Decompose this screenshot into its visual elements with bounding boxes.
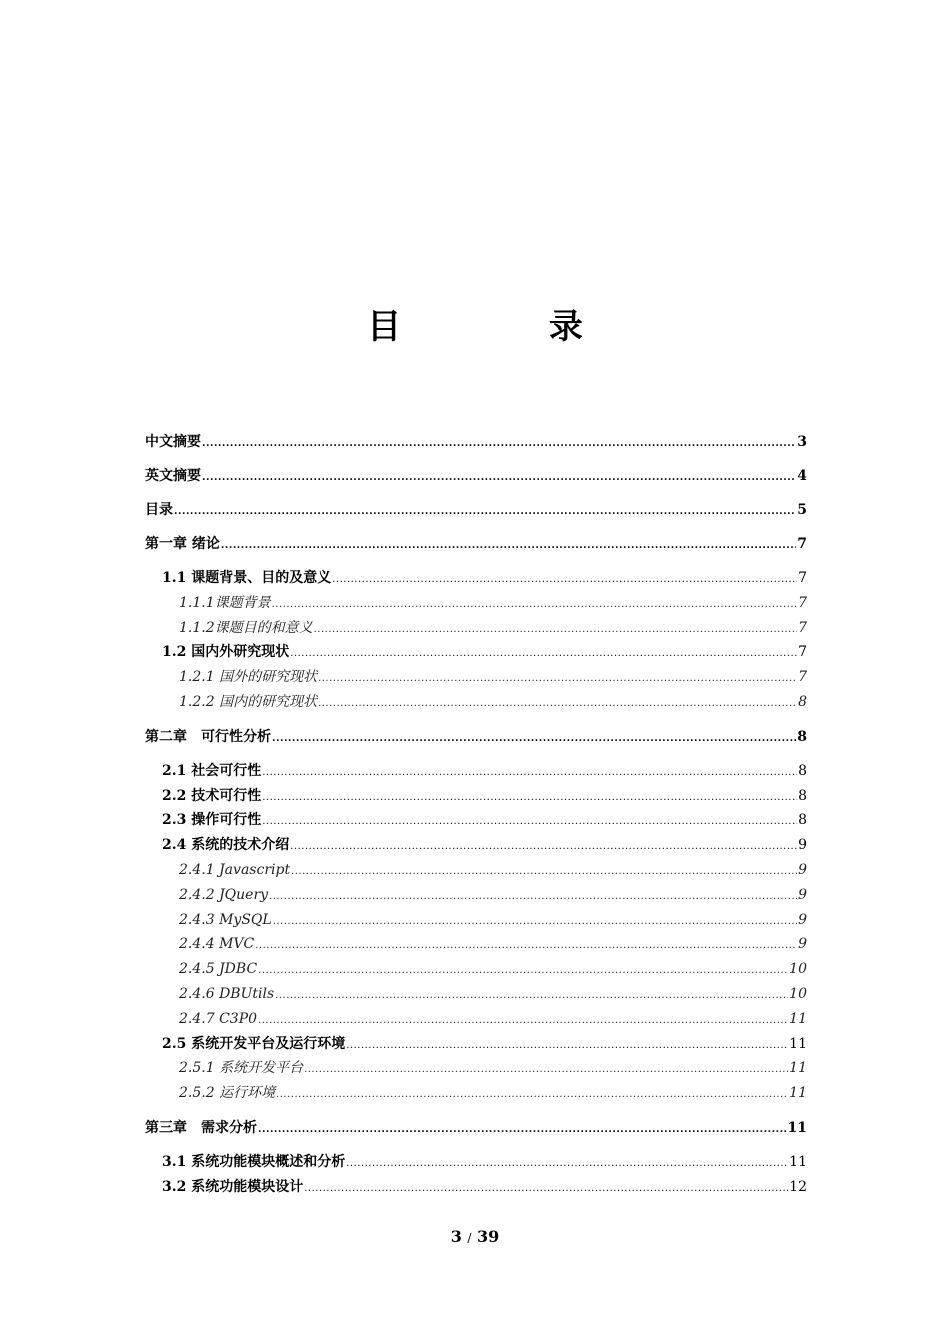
toc-entry[interactable] bbox=[145, 957, 807, 982]
toc-entry[interactable] bbox=[145, 464, 807, 488]
toc-leader-dots bbox=[290, 642, 797, 667]
toc-entry[interactable] bbox=[145, 1081, 807, 1106]
toc-entry[interactable] bbox=[145, 616, 807, 641]
toc-entry[interactable] bbox=[145, 1150, 807, 1175]
toc-leader-dots bbox=[273, 910, 797, 935]
toc-entry[interactable] bbox=[145, 591, 807, 616]
toc-entry[interactable] bbox=[145, 784, 807, 809]
toc-entry-page: 9 bbox=[798, 911, 807, 928]
toc-entry-page: 11 bbox=[789, 1010, 807, 1027]
toc-leader-dots bbox=[262, 761, 797, 786]
toc-entry-title: 中文摘要 bbox=[145, 434, 201, 450]
toc-entry-title: 2.4.2 JQuery bbox=[179, 886, 269, 903]
toc-entry-page: 7 bbox=[798, 619, 807, 636]
page-separator: / bbox=[467, 1231, 472, 1245]
toc-entry-page: 8 bbox=[798, 693, 807, 710]
toc-entry[interactable] bbox=[145, 808, 807, 833]
toc-entry-page: 7 bbox=[798, 669, 807, 686]
toc-entry[interactable] bbox=[145, 665, 807, 690]
table-of-contents bbox=[145, 430, 807, 1200]
toc-leader-dots bbox=[304, 1058, 788, 1083]
toc-entry[interactable] bbox=[145, 858, 807, 883]
toc-entry[interactable] bbox=[145, 908, 807, 933]
current-page: 3 bbox=[450, 1227, 462, 1246]
toc-entry[interactable] bbox=[145, 1032, 807, 1057]
page-number bbox=[0, 1227, 950, 1246]
toc-entry-page: 8 bbox=[797, 728, 807, 745]
toc-entry-page: 7 bbox=[798, 570, 807, 586]
toc-leader-dots bbox=[314, 618, 797, 643]
toc-leader-dots bbox=[272, 593, 797, 618]
toc-entry-title: 2.2 技术可行性 bbox=[162, 787, 262, 804]
toc-entry-title: 1.1.1课题背景 bbox=[179, 594, 271, 611]
toc-leader-dots bbox=[262, 786, 797, 811]
toc-entry[interactable] bbox=[145, 690, 807, 715]
toc-leader-dots bbox=[276, 1083, 788, 1108]
toc-entry-page: 11 bbox=[789, 1060, 807, 1077]
toc-entry[interactable] bbox=[145, 982, 807, 1007]
toc-entry-page: 4 bbox=[797, 468, 807, 484]
toc-leader-dots bbox=[304, 1177, 788, 1202]
toc-entry[interactable] bbox=[145, 1175, 807, 1200]
toc-entry-page: 11 bbox=[787, 1119, 807, 1136]
toc-entry[interactable] bbox=[145, 833, 807, 858]
toc-entry[interactable] bbox=[145, 759, 807, 784]
toc-entry-title: 2.4.1 Javascript bbox=[179, 861, 291, 878]
toc-entry-page: 11 bbox=[789, 1153, 807, 1170]
toc-leader-dots bbox=[258, 1009, 788, 1034]
toc-leader-dots bbox=[202, 466, 796, 490]
toc-entry-page: 10 bbox=[789, 961, 807, 978]
toc-entry[interactable] bbox=[145, 566, 807, 591]
toc-leader-dots bbox=[258, 959, 788, 984]
toc-entry-title: 2.3 操作可行性 bbox=[162, 812, 262, 829]
toc-entry-title: 2.4.5 JDBC bbox=[179, 961, 258, 978]
toc-leader-dots bbox=[262, 810, 797, 835]
toc-entry[interactable] bbox=[145, 725, 807, 749]
toc-entry-page: 7 bbox=[798, 644, 807, 661]
toc-entry[interactable] bbox=[145, 498, 807, 522]
toc-entry-page: 9 bbox=[798, 936, 807, 953]
toc-entry-page: 7 bbox=[797, 536, 807, 552]
toc-entry-page: 10 bbox=[789, 985, 807, 1002]
toc-entry-title: 2.5.2 运行环境 bbox=[179, 1085, 276, 1102]
toc-entry-page: 7 bbox=[798, 594, 807, 611]
toc-entry-title: 2.4.7 C3P0 bbox=[179, 1010, 258, 1027]
toc-leader-dots bbox=[291, 860, 797, 885]
toc-entry[interactable] bbox=[145, 640, 807, 665]
toc-entry-title: 第一章 绪论 bbox=[145, 536, 220, 552]
toc-entry-page: 8 bbox=[798, 812, 807, 829]
toc-leader-dots bbox=[346, 1034, 788, 1059]
toc-entry-page: 12 bbox=[789, 1178, 807, 1195]
toc-entry-title: 第三章 需求分析 bbox=[145, 1119, 257, 1136]
toc-entry[interactable] bbox=[145, 932, 807, 957]
toc-entry[interactable] bbox=[145, 1116, 807, 1140]
toc-entry-page: 3 bbox=[797, 434, 807, 450]
toc-entry-title: 1.1 课题背景、目的及意义 bbox=[162, 570, 332, 586]
toc-entry-page: 8 bbox=[798, 762, 807, 779]
toc-entry-title: 1.1.2课题目的和意义 bbox=[179, 619, 313, 636]
toc-entry-page: 11 bbox=[789, 1085, 807, 1102]
toc-leader-dots bbox=[332, 568, 797, 593]
toc-entry-page: 5 bbox=[797, 502, 807, 518]
toc-entry-title: 2.4 系统的技术介绍 bbox=[162, 837, 290, 854]
toc-entry-title: 目录 bbox=[145, 502, 173, 518]
toc-entry-title: 2.1 社会可行性 bbox=[162, 762, 262, 779]
toc-entry-title: 3.2 系统功能模块设计 bbox=[162, 1178, 304, 1195]
toc-entry-title: 2.4.3 MySQL bbox=[179, 911, 272, 928]
total-pages: 39 bbox=[477, 1227, 500, 1246]
toc-leader-dots bbox=[174, 500, 796, 524]
toc-entry[interactable] bbox=[145, 1056, 807, 1081]
toc-entry-title: 第二章 可行性分析 bbox=[145, 728, 271, 745]
toc-entry-title: 2.4.6 DBUtils bbox=[179, 985, 275, 1002]
toc-entry[interactable] bbox=[145, 532, 807, 556]
toc-entry-title: 2.5 系统开发平台及运行环境 bbox=[162, 1035, 346, 1052]
toc-entry[interactable] bbox=[145, 430, 807, 454]
toc-entry-page: 8 bbox=[798, 787, 807, 804]
toc-entry-title: 1.2.1 国外的研究现状 bbox=[179, 669, 318, 686]
toc-entry-page: 9 bbox=[798, 837, 807, 854]
toc-entry-title: 1.2 国内外研究现状 bbox=[162, 644, 290, 661]
toc-entry-page: 9 bbox=[798, 886, 807, 903]
toc-leader-dots bbox=[258, 1118, 787, 1142]
toc-entry[interactable] bbox=[145, 1007, 807, 1032]
toc-entry-page: 11 bbox=[789, 1035, 807, 1052]
toc-leader-dots bbox=[346, 1152, 788, 1177]
toc-entry-title: 英文摘要 bbox=[145, 468, 201, 484]
toc-leader-dots bbox=[318, 667, 797, 692]
toc-leader-dots bbox=[221, 534, 796, 558]
toc-entry-title: 1.2.2 国内的研究现状 bbox=[179, 693, 318, 710]
toc-entry-title: 3.1 系统功能模块概述和分析 bbox=[162, 1153, 346, 1170]
toc-entry[interactable] bbox=[145, 883, 807, 908]
page-title: 目 录 bbox=[367, 307, 651, 347]
toc-leader-dots bbox=[318, 692, 797, 717]
toc-entry-page: 9 bbox=[798, 861, 807, 878]
toc-entry-title: 2.5.1 系统开发平台 bbox=[179, 1060, 304, 1077]
toc-leader-dots bbox=[272, 727, 796, 751]
toc-leader-dots bbox=[255, 934, 797, 959]
toc-entry-title: 2.4.4 MVC bbox=[179, 936, 255, 953]
toc-leader-dots bbox=[290, 835, 797, 860]
toc-leader-dots bbox=[275, 984, 788, 1009]
toc-leader-dots bbox=[269, 885, 797, 910]
toc-leader-dots bbox=[202, 432, 796, 456]
